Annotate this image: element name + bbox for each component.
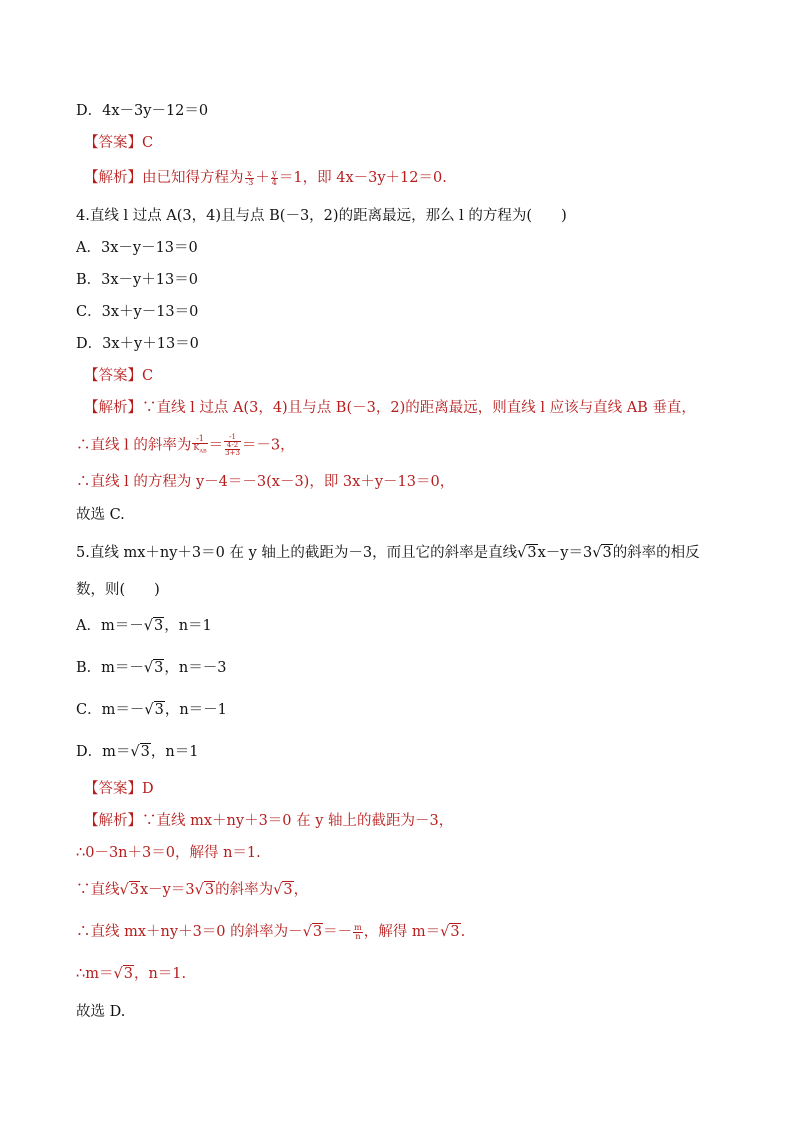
frac-num: x [245, 170, 255, 179]
q4-analysis-line-3: ∴直线 l 的方程为 y－4＝－3(x－3)，即 3x＋y－13＝0， [76, 474, 455, 490]
radicand: 3 [154, 702, 164, 718]
fraction-m-over-n [353, 924, 363, 941]
frac-den: -3 [245, 177, 254, 187]
answer-tag: 【答案】 [84, 368, 142, 384]
option-pre: A．m＝－ [76, 618, 144, 634]
text: ∴m＝ [76, 966, 114, 982]
sqrt-3: √3 [194, 882, 215, 898]
q4-answer: C [142, 368, 154, 384]
sqrt-3: √3 [113, 966, 133, 982]
q5-analysis-line-3 [76, 880, 734, 900]
fraction-nested-slope [224, 434, 241, 457]
q5-option-c [76, 700, 734, 720]
option-pre: B．m＝－ [76, 660, 144, 676]
frac-num: y [272, 168, 277, 178]
frac-den: 4 [271, 177, 277, 187]
q4-answer-line [84, 366, 734, 386]
text: ∵直线 [76, 882, 120, 898]
frac-den [224, 442, 241, 457]
sqrt-3: √3 [302, 924, 323, 940]
plus-sign: ＋ [255, 170, 270, 186]
q5-conclusion: 故选 D. [76, 1004, 126, 1020]
q4-analysis-2-text: ∴直线 l 的斜率为 [76, 437, 192, 454]
text: ， [293, 882, 309, 898]
prev-answer-line [84, 133, 734, 153]
text: ＝－ [323, 924, 353, 940]
q5-stem-1a: 5.直线 mx＋ny＋3＝0 在 y 轴上的截距为－3，而且它的斜率是直线 [76, 545, 518, 561]
sqrt-3: √3 [144, 702, 164, 718]
frac-num: m [354, 922, 362, 932]
radicand: 3 [204, 882, 215, 898]
k-symbol: K [193, 443, 200, 453]
radicand: 3 [153, 618, 164, 634]
q4-analysis-2-result: ＝－3， [241, 437, 295, 454]
option-post: ，n＝－3 [164, 660, 227, 676]
q4-conclusion: 故选 C. [76, 507, 125, 523]
radicand: 3 [312, 924, 323, 940]
radicand: 3 [527, 545, 537, 561]
equals-sign: ＝ [208, 437, 224, 454]
q4-analysis-line-2 [76, 434, 734, 457]
q5-analysis-line-4 [76, 922, 734, 942]
radicand: 3 [602, 545, 612, 561]
radicand: 3 [123, 966, 133, 982]
prev-analysis-text: 由已知得方程为 [142, 170, 244, 186]
option-post: ，n＝1 [164, 618, 212, 634]
sqrt-3: √3 [440, 924, 460, 940]
radicand: 3 [129, 882, 139, 898]
radicand: 3 [154, 660, 164, 676]
q5-answer-line [84, 779, 734, 799]
prev-option-d: D．4x－3y－12＝0 [76, 103, 209, 119]
q4-option-a: A．3x－y－13＝0 [76, 240, 198, 256]
inner-num: 4-2 [226, 441, 239, 449]
fraction-x-over-neg3 [245, 170, 255, 187]
frac-num: -1 [192, 435, 207, 444]
radicand: 3 [283, 882, 293, 898]
option-post: ，n＝1 [150, 744, 199, 760]
answer-tag: 【答案】 [84, 135, 142, 151]
sqrt-3: √3 [273, 882, 293, 898]
q5-analysis-line-2: ∴0－3n＋3＝0，解得 n＝1. [76, 845, 261, 861]
analysis-tag: 【解析】 [84, 813, 142, 829]
text: 的斜率为 [215, 882, 274, 898]
text: ，解得 m＝ [363, 924, 441, 940]
q5-stem-line-1 [76, 543, 734, 563]
sqrt-3: √3 [592, 545, 612, 561]
ab-subscript: AB [199, 448, 207, 455]
q5-stem-1c: 的斜率的相反 [612, 545, 700, 561]
frac-den [192, 444, 207, 456]
q5-answer: D [142, 781, 154, 797]
q4-analysis-1: ∵直线 l 过点 A(3，4)且与点 B(－3，2)的距离最远，则直线 l 应该与直线 AB 垂直， [142, 400, 696, 416]
q5-option-a [76, 616, 734, 636]
q4-option-d: D．3x＋y＋13＝0 [76, 336, 199, 352]
text: ∴直线 mx＋ny＋3＝0 的斜率为－ [76, 924, 303, 940]
q5-analysis-1: ∵直线 mx＋ny＋3＝0 在 y 轴上的截距为－3， [142, 813, 454, 829]
q5-option-b [76, 658, 734, 678]
sqrt-3: √3 [143, 618, 164, 634]
prev-analysis-line [84, 168, 734, 188]
fraction-y-over-4 [271, 170, 278, 187]
prev-analysis-result: ＝1，即 4x－3y＋12＝0. [278, 170, 447, 186]
q5-stem-line-2: 数，则( ) [76, 582, 160, 598]
q4-stem: 4.直线 l 过点 A(3，4)且与点 B(－3，2)的距离最远，那么 l 的方程为( ) [76, 208, 567, 224]
sqrt-3: √3 [143, 660, 164, 676]
sqrt-3: √3 [130, 744, 150, 760]
option-pre: C．m＝－ [76, 702, 145, 718]
frac-num: -1 [224, 434, 241, 442]
radicand: 3 [140, 744, 150, 760]
q5-analysis-line-1 [84, 811, 734, 831]
fraction-neg1-over-kab [192, 435, 207, 456]
inner-den: 3+3 [225, 449, 240, 457]
q5-option-d [76, 742, 734, 762]
option-pre: D．m＝ [76, 744, 131, 760]
answer-tag: 【答案】 [84, 781, 142, 797]
option-post: ，n＝－1 [164, 702, 227, 718]
prev-answer: C [142, 135, 154, 151]
radicand: 3 [450, 924, 460, 940]
analysis-tag: 【解析】 [84, 400, 142, 416]
sqrt-3: √3 [119, 882, 139, 898]
sqrt-3: √3 [517, 545, 537, 561]
q5-analysis-line-5 [76, 964, 734, 984]
text: ，n＝1. [133, 966, 187, 982]
q4-analysis-line-1 [84, 398, 734, 418]
frac-den: n [355, 931, 361, 941]
q4-option-c: C．3x＋y－13＝0 [76, 304, 199, 320]
q5-stem-1b: x－y＝3 [537, 545, 593, 561]
q4-option-b: B．3x－y＋13＝0 [76, 272, 198, 288]
text: x－y＝3 [139, 882, 195, 898]
analysis-tag: 【解析】 [84, 170, 142, 186]
text: . [460, 924, 466, 940]
